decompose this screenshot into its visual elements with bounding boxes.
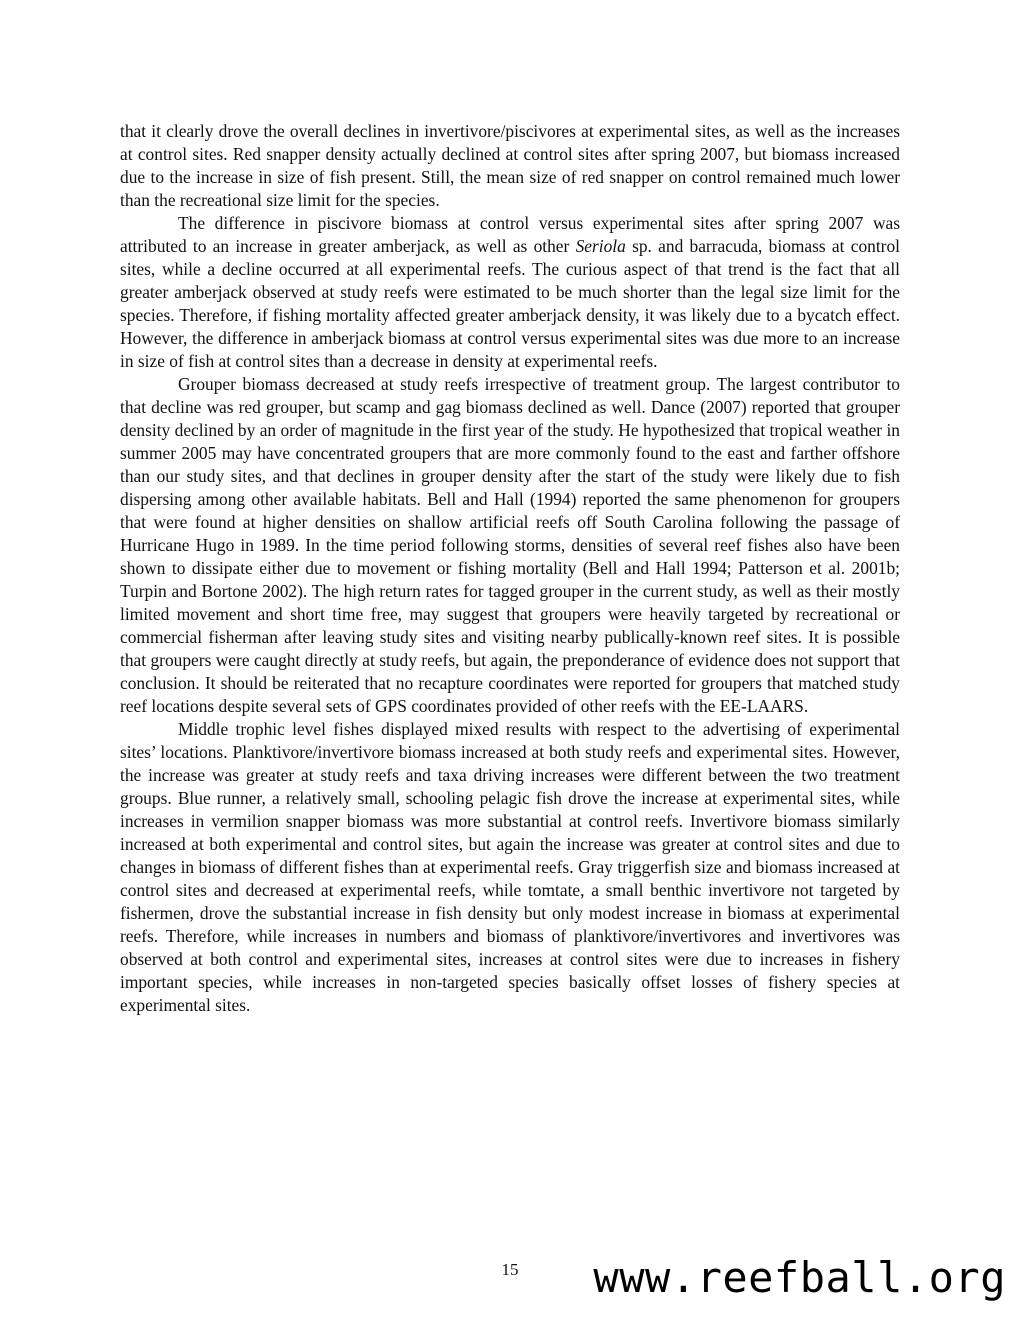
paragraph-2 [120, 212, 900, 373]
paragraph-3: Grouper biomass decreased at study reefs irrespective of treatment group. The largest contributor to that decline was red grouper, but scamp and gag biomass declined as well. Dance (2007) reported that grouper density declined by an order of magnitude in the first year of the study. He hypothesized that tropical weather in summer 2005 may have concentrated groupers that are more commonly found to the east and farther offshore than our study sites, and that declines in grouper density after the start of the study were likely due to fish dispersing among other available habitats. Bell and Hall (1994) reported the same phenomenon for groupers that were found at higher densities on shallow artificial reefs off South Carolina following the passage of Hurricane Hugo in 1989. In the time period following storms, densities of several reef fishes also have been shown to dissipate either due to movement or fishing mortality (Bell and Hall 1994; Patterson et al. 2001b; Turpin and Bortone 2002). The high return rates for tagged grouper in the current study, as well as their mostly limited movement and short time free, may suggest that groupers were heavily targeted by recreational or commercial fisherman after leaving study sites and visiting nearby publically-known reef sites. It is possible that groupers were caught directly at study reefs, but again, the preponderance of evidence does not support that conclusion. It should be reiterated that no recapture coordinates were reported for groupers that matched study reef locations despite several sets of GPS coordinates provided of other reefs with the EE-LAARS. [120, 374, 900, 716]
document-body [120, 120, 900, 1017]
paragraph-1: that it clearly drove the overall declines in invertivore/piscivores at experimental sites, as well as the increases at control sites. Red snapper density actually declined at control sites after spring 2007, but biomass increased due to the increase in size of fish present. Still, the mean size of red snapper on control remained much lower than the recreational size limit for the species. [120, 121, 900, 210]
genus-name-italic: Seriola [575, 236, 626, 256]
paragraph-2-text-after: sp. and barracuda, biomass at control sites, while a decline occurred at all experimental reefs. The curious aspect of that trend is the fact that all greater amberjack observed at study reefs were estimated to be much shorter than the legal size limit for the species. Therefore, if fishing mortality affected greater amberjack density, it was likely due to a bycatch effect. However, the difference in amberjack biomass at control versus experimental sites was due more to an increase in size of fish at control sites than a decrease in density at experimental reefs. [120, 236, 900, 371]
paragraph-4: Middle trophic level fishes displayed mixed results with respect to the advertising of experimental sites’ locations. Planktivore/invertivore biomass increased at both study reefs and experimental sites. However, the increase was greater at study reefs and taxa driving increases were different between the two treatment groups. Blue runner, a relatively small, schooling pelagic fish drove the increase at experimental sites, while increases in vermilion snapper biomass was more substantial at control reefs. Invertivore biomass similarly increased at both experimental and control sites, but again the increase was greater at control sites and due to changes in biomass of different fishes than at experimental reefs. Gray triggerfish size and biomass increased at control sites and decreased at experimental reefs, while tomtate, a small benthic invertivore not targeted by fishermen, drove the substantial increase in fish density but only modest increase in biomass at experimental reefs. Therefore, while increases in numbers and biomass of planktivore/invertivores and invertivores was observed at both control and experimental sites, increases at control sites were due to increases in fishery important species, while increases in non-targeted species basically offset losses of fishery species at experimental sites. [120, 719, 900, 1015]
page-number: 15 [501, 1260, 519, 1279]
paragraph-2-text-before: The difference in piscivore biomass at control versus experimental sites after spring 2007 was attributed to an increase in greater amberjack, as well as other [120, 213, 900, 256]
watermark-url: www.reefball.org [593, 1253, 1006, 1302]
